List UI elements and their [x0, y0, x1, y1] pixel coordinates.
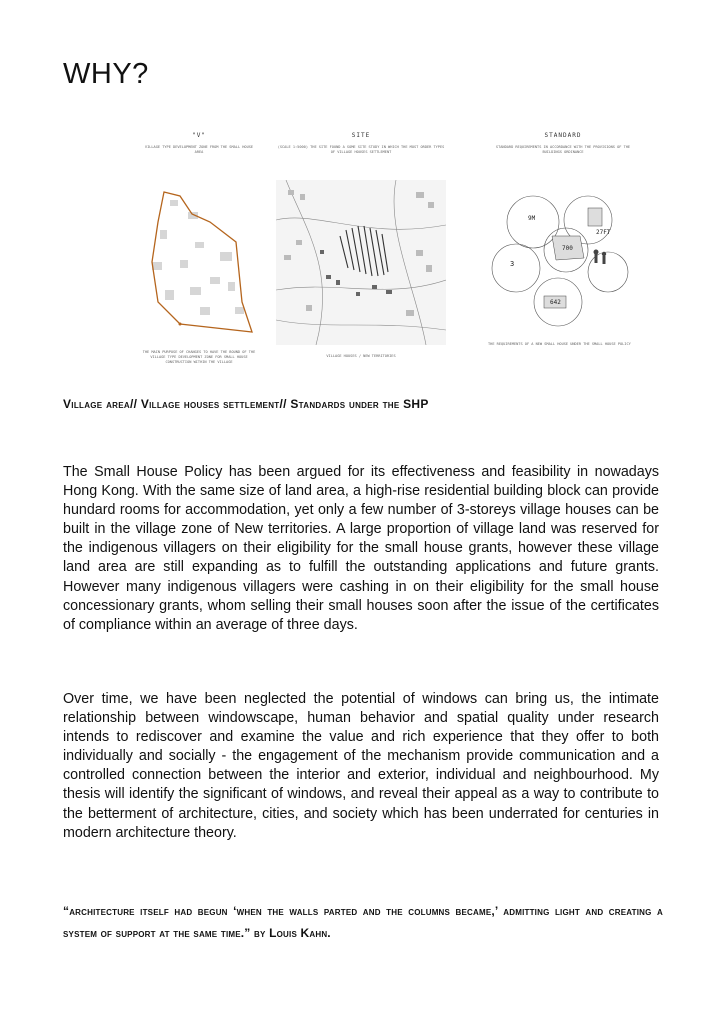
figure-village — [140, 132, 258, 372]
standard-label-height: 27FT — [596, 229, 611, 236]
standard-label-area: 700 — [562, 245, 573, 252]
standard-label-houses: 9M — [528, 215, 536, 222]
figure-village-note-top: VILLAGE TYPE DEVELOPMENT ZONE FROM THE SMALL HOUSE AREA — [144, 145, 254, 154]
site-plan-map — [276, 180, 446, 345]
figure-site-note-top: (SCALE 1:5000) THE SITE FOUND A SOME SITE STUDY IN WHICH THE MOST ORDER TYPES OF VILLAGE HOUSES SETTLEMENT — [277, 145, 445, 154]
figure-standard-note-bottom: THE REQUIREMENTS OF A NEW SMALL HOUSE UNDER THE SMALL HOUSE POLICY — [488, 342, 631, 346]
figure-village-title: "V" — [192, 132, 206, 139]
village-boundary-map — [140, 182, 258, 342]
standard-diagram — [488, 180, 638, 330]
figure-standard — [488, 132, 638, 372]
figure-site-title: SITE — [351, 132, 371, 139]
figure-village-note-bottom: THE MAIN PURPOSE OF CHANGES TO HAVE THE BOUND OF THE VILLAGE TYPE DEVELOPMENT ZONE FOR SMALL HOUSE CONSTRUCTION WITHIN THE VILLAGE — [142, 350, 256, 364]
figure-standard-title: STANDARD — [544, 132, 582, 139]
figure-site — [276, 132, 446, 372]
paragraph-2: Over time, we have been neglected the potential of windows can bring us, the intimate relationship between windowscape, human behavior and spatial quality under research intends to rediscover and examine the value and rich experience that they offer to both individually and socially - the engagement of the mechanism provide communication and a controlled connection between the interior and exterior, individual and neighbourhood. My thesis will identify the significant of windows, and reveal their appeal as a way to contribute to the betterment of architecture, cities, and society which has been underrated for centuries in modern architecture theory. — [63, 691, 659, 841]
kahn-quote: “architecture itself had begun ‘when the walls parted and the columns became,’ admitting light and creating a system of support at the same time.” by Louis Kahn. — [63, 904, 663, 940]
standard-label-cost: 642 — [550, 299, 561, 306]
standard-label-storeys: 3 — [510, 260, 515, 268]
figure-standard-note-top: STANDARD REQUIREMENTS IN ACCORDANCE WITH THE PROVISIONS OF THE BUILDINGS ORDINANCE — [495, 145, 631, 154]
paragraph-1: The Small House Policy has been argued for its effectiveness and feasibility in nowadays Hong Kong. With the same size of land area, a high-rise residential building block can provide hundard rooms for accommodation, yet only a few number of 3-storeys village houses can be built in the village zone of New territories. A large proportion of village land was reserved for the indigenous villagers on their eligibility for the small house grants, however these village land area are still expanding as to fulfill the outstanding applications and future grants. However many indigenous villagers were cashing in on their eligibility for the small house concessionary grants, whom selling their small houses soon after the issue of the certificates of compliance within an average of three days. — [63, 464, 659, 633]
figure-caption: Village area// Village houses settlement// Standards under the SHP — [63, 397, 429, 411]
page-title: WHY? — [63, 58, 149, 90]
figure-site-note-bottom: VILLAGE HOUSES / NEW TERRITORIES — [326, 354, 396, 358]
